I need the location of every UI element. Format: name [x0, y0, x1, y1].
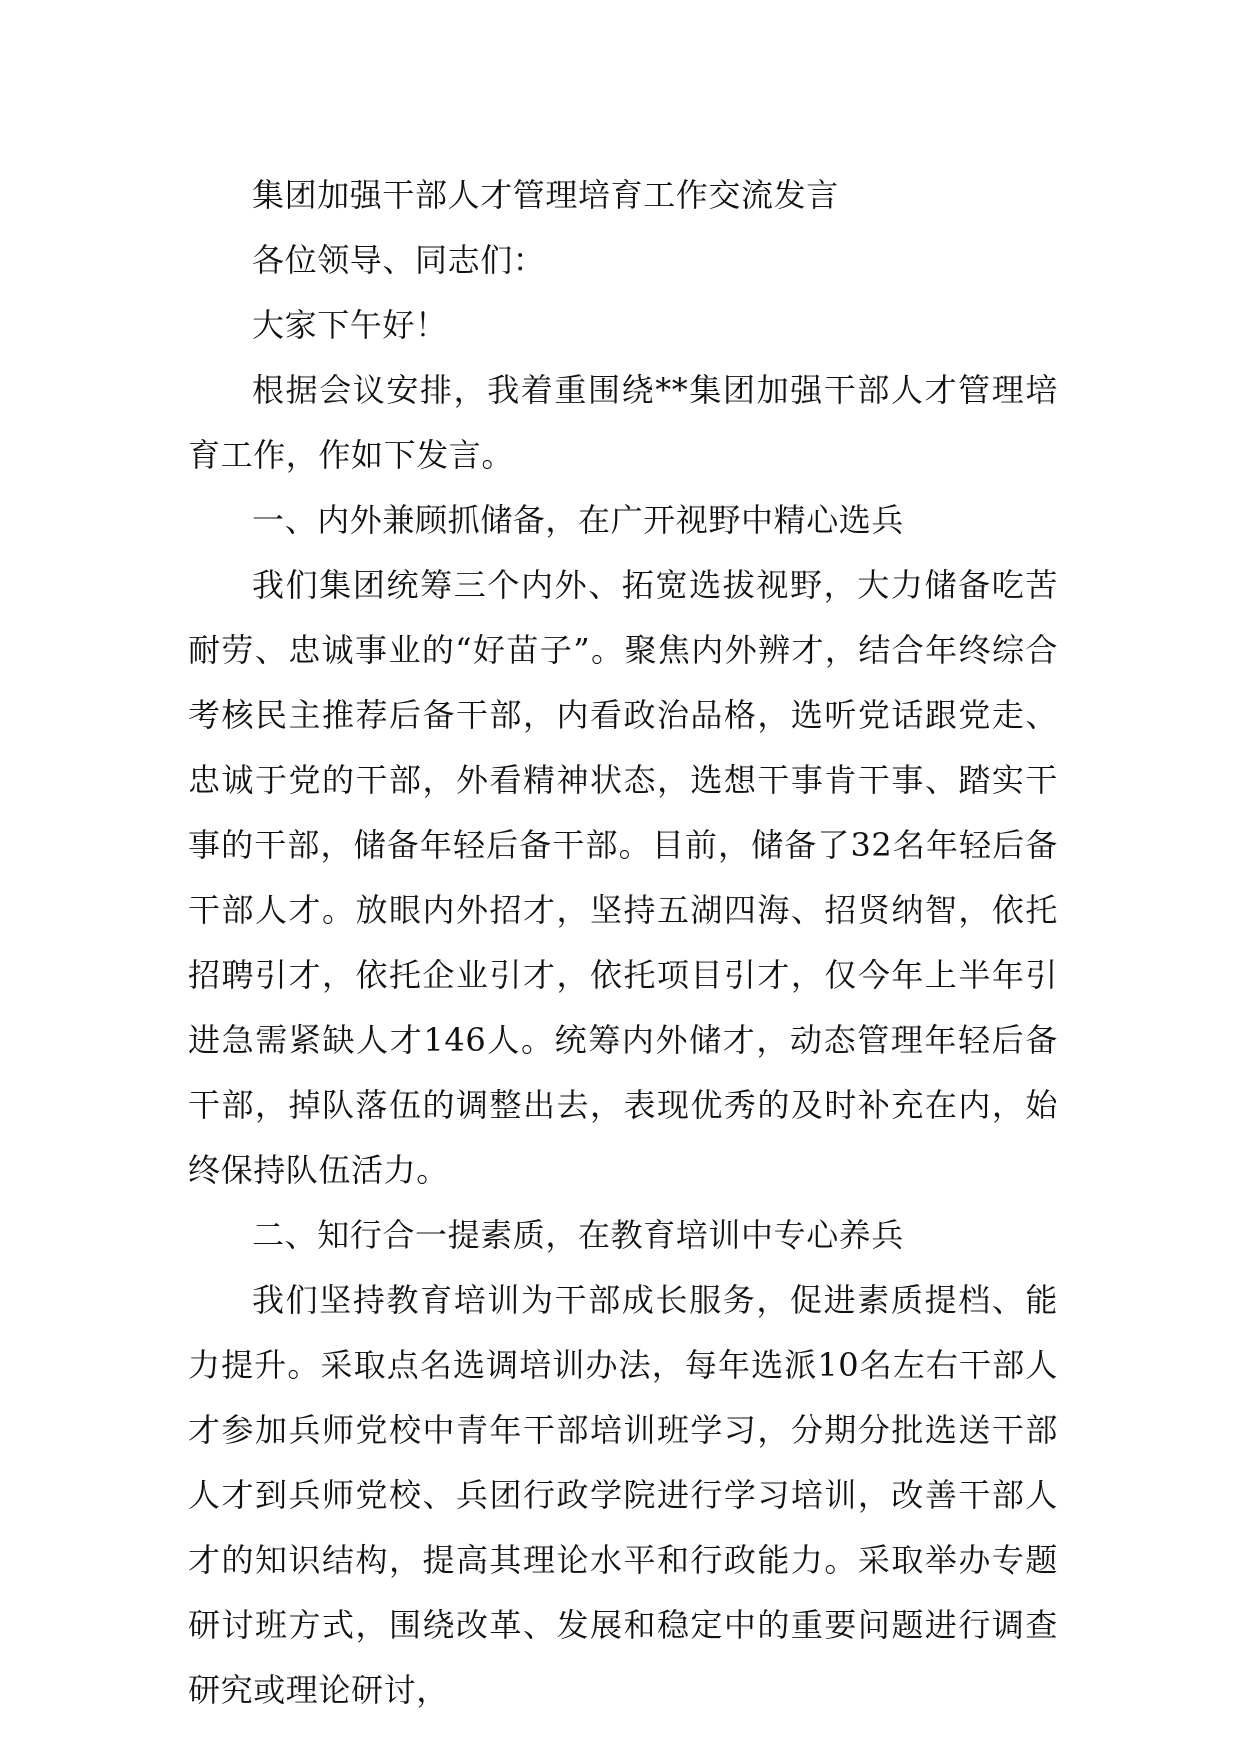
section-1-heading: 一、内外兼顾抓储备，在广开视野中精心选兵	[252, 501, 905, 539]
document-body	[188, 163, 1058, 1723]
intro-paragraph: 根据会议安排，我着重围绕**集团加强干部人才管理培育工作，作如下发言。	[188, 371, 1058, 474]
section-1-paragraph: 我们集团统筹三个内外、拓宽选拔视野，大力储备吃苦耐劳、忠诚事业的“好苗子”。聚焦内外辨才，结合年终综合考核民主推荐后备干部，内看政治品格，选听党话跟党走、忠诚于党的干部，外看精神状态，选想干事肯干事、踏实干事的干部，储备年轻后备干部。目前，储备了32名年轻后备干部人才。放眼内外招才，坚持五湖四海、招贤纳智，依托招聘引才，依托企业引才，依托项目引才，仅今年上半年引进急需紧缺人才146人。统筹内外储才，动态管理年轻后备干部，掉队落伍的调整出去，表现优秀的及时补充在内，始终保持队伍活力。	[188, 566, 1058, 1189]
salutation: 各位领导、同志们：	[252, 241, 546, 279]
greeting: 大家下午好！	[252, 306, 448, 344]
document-title: 集团加强干部人才管理培育工作交流发言	[252, 176, 839, 214]
section-2-heading: 二、知行合一提素质，在教育培训中专心养兵	[252, 1216, 905, 1254]
section-2-paragraph: 我们坚持教育培训为干部成长服务，促进素质提档、能力提升。采取点名选调培训办法，每年选派10名左右干部人才参加兵师党校中青年干部培训班学习，分期分批选送干部人才到兵师党校、兵团行政学院进行学习培训，改善干部人才的知识结构，提高其理论水平和行政能力。采取举办专题研讨班方式，围绕改革、发展和稳定中的重要问题进行调查研究或理论研讨，	[188, 1281, 1058, 1709]
